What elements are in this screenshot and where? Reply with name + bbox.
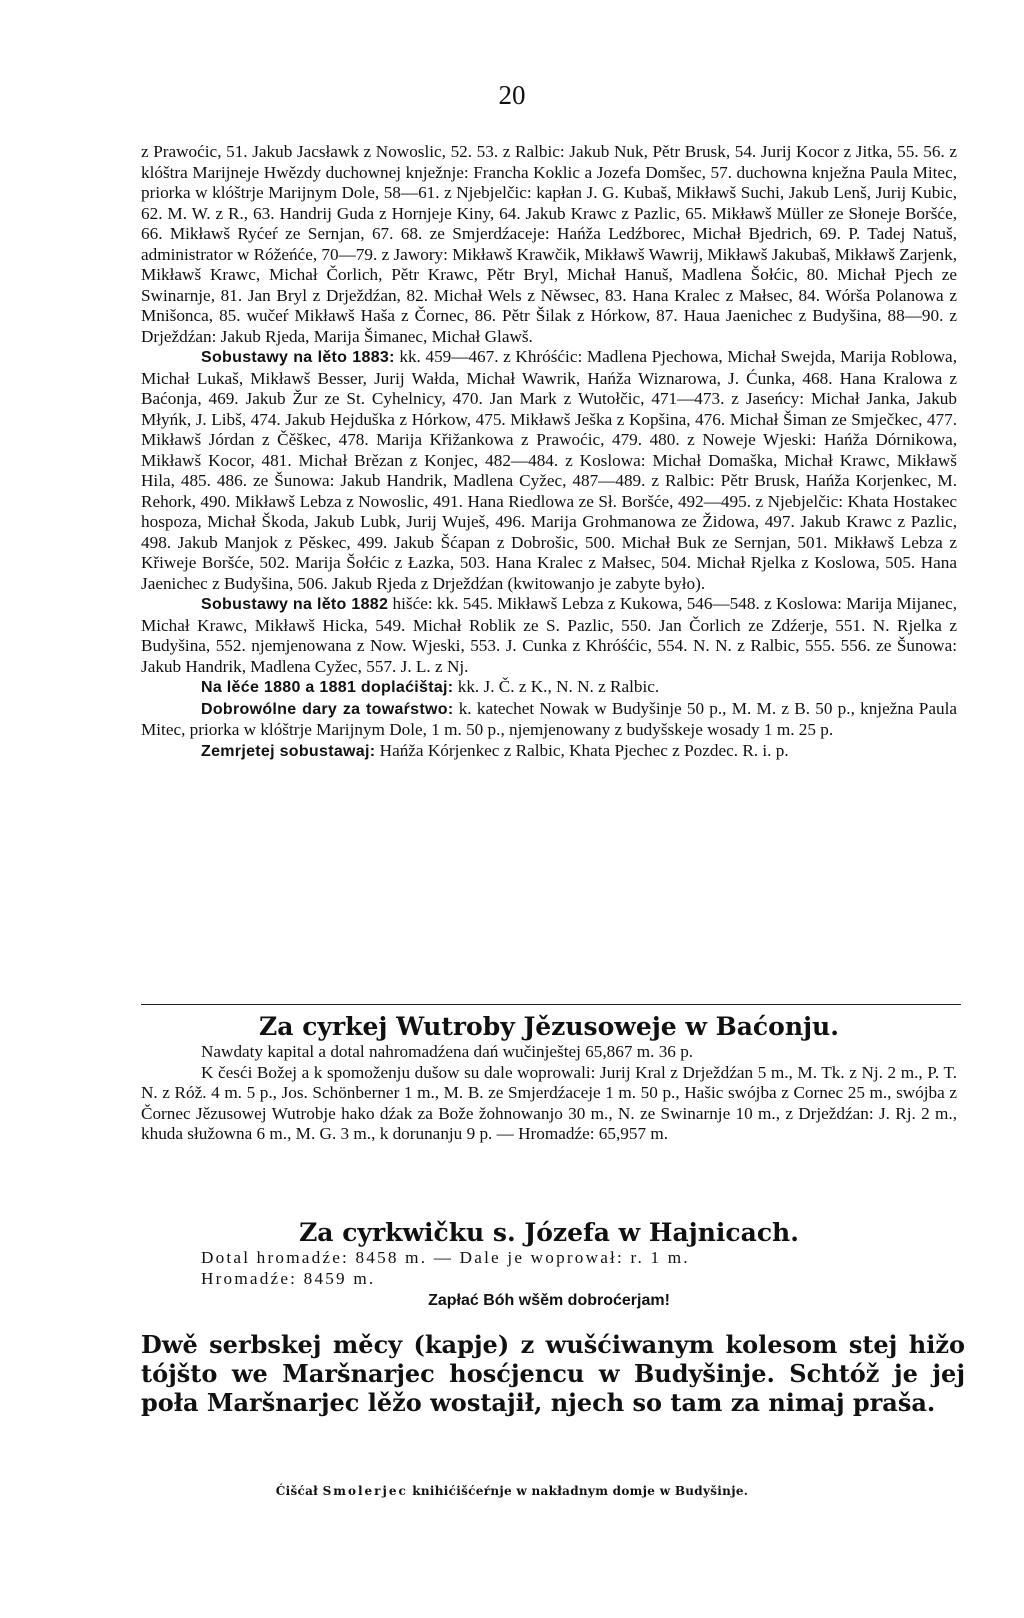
- church-fund-donations: K česći Božej a k spomoženju dušow su dale woprowali: Jurij Kral z Drježdźan 5 m., M. Tk. z Nj. 2 m., P. T. N. z Róž. 4 m. 5 p., Jos. Schönberner 1 m., M. B. ze Smjerdźaceje 1 m. 50 p., Hašic swójba z Cornec 25 m., swójba z Čornec Jězusowej Wutrobje hako dźak za Bože žohnowanjo 30 m., N. ze Swinarnje 10 m., z Drježdźan: J. Rj. 2 m., khuda słužowna 6 m., M. G. 3 m., k dorunanju 9 p. — Hromadźe: 65,957 m.: [141, 1062, 957, 1143]
- printer-imprint: [0, 1484, 1024, 1498]
- members-1883-text: kk. 459—467. z Khróśćic: Madlena Pjechowa, Michał Swejda, Marija Roblowa, Michał Lukaš, Mikławš Besser, Jurij Wałda, Michał Wawrik, Hańža Wiznarowa, J. Ćunka, 468. Hana Kralowa z Baćonja, 469. Jakub Žur ze St. Cyhelnicy, 470. Jan Mark z Wutołčic, 471—473. z Jaseńcy: Michał Janka, Jakub Młyńk, J. Libš, 474. Jakub Hejduška z Hórkow, 475. Mikławš Ješka z Kopšina, 476. Michał Šiman ze Smječkec, 477. Mikławš Jórdan z Čěškec, 478. Marija Křižankowa z Prawoćic, 479. 480. z Noweje Wjeski: Hańža Dórnikowa, Mikławš Kocor, 481. Michał Brězan z Konjec, 482—484. z Koslowa: Michał Domaška, Michał Krawc, Mikławš Hila, 485. 486. ze Šunowa: Jakub Handrik, Madlena Cyžec, 487—489. z Ralbic: Pětr Brusk, Hańža Korjenkec, M. Rehork, 490. Mikławš Lebza z Nowoslic, 491. Hana Riedlowa ze Sł. Boršće, 492—495. z Njebjelčic: Khata Hostakec hospoza, Michał Škoda, Jakub Lubk, Jurij Wuješ, 496. Marija Grohmanowa ze Židowa, 497. Jakub Krawc z Pazlic, 498. Jakub Manjok z Pěskec, 499. Jakub Šćapan z Dobrošic, 500. Michał Buk ze Sernjan, 501. Mikławš Lebza z Křiweje Boršće, 502. Marija Šołćic z Łazka, 503. Hana Kralec z Małsec, 504. Michał Rjelka z Koslowa, 505. Hana Jaenichec z Budyšina, 506. Jakub Rjeda z Drježdźan (kwitowanjo je zabyte było).: [141, 347, 957, 593]
- section-divider: [141, 1004, 961, 1005]
- chapel-fund-section: [141, 1218, 957, 1313]
- donations-paragraph: [141, 699, 957, 741]
- members-1883-heading: Sobustawy na lěto 1883:: [201, 349, 395, 366]
- church-fund-title: Za cyrkej Wutroby Jězusoweje w Baćonju.: [259, 1012, 839, 1041]
- imprint-suffix: knihićišćeŕnje w nakładnym domje w Budyšinje.: [412, 1484, 749, 1498]
- members-1883-paragraph: [141, 347, 957, 594]
- members-text: z Prawoćic, 51. Jakub Jacsławk z Nowoslic, 52. 53. z Ralbic: Jakub Nuk, Pětr Brusk, 54. Jurij Kocor z Jitka, 55. 56. z klóštra Marijneje Hwězdy duchownej knježnje: Francha Koklic a Jozefa Domšec, 57. duchowna knježna Paula Mitec, priorka w klóštrje Marijnym Dole, 58—61. z Njebjelčic: kapłan J. G. Kubaš, Mikławš Suchi, Jakub Lenš, Jurij Kubic, 62. M. W. z R., 63. Handrij Guda z Hornjeje Kiny, 64. Jakub Krawc z Pazlic, 65. Mikławš Müller ze Słoneje Boršće, 66. Mikławš Ryćeŕ ze Sernjan, 67. 68. ze Smjerdźaceje: Hańža Ledźborec, Michał Bjedrich, 69. P. Tadej Natuš, administrator w Róžeńće, 70—79. z Jawory: Mikławš Krawčik, Mikławš Wawrij, Mikławš Jakubaš, Mikławš Zarjenk, Mikławš Krawc, Michał Čorlich, Pětr Krawc, Pětr Bryl, Michał Hanuš, Madlena Šołćic, 80. Michał Pjech ze Swinarnje, 81. Jan Bryl z Drježdźan, 82. Michał Wels z Něwsec, 83. Hana Kralec z Małsec, 84. Wórša Polanowa z Mnišonca, 85. wučeŕ Mikławš Haša z Čornec, 86. Pětr Šilak z Hórkow, 87. Haua Jaenichec z Budyšina, 88—90. z Drježdźan: Jakub Rjeda, Marija Šimanec, Michał Glawš.: [141, 142, 957, 346]
- members-1882-heading: Sobustawy na lěto 1882: [201, 596, 389, 613]
- donations-heading: Dobrowólne dary za towaŕstwo:: [201, 700, 454, 718]
- donations-text: k. katechet Nowak w Budyšinje 50 p., M. M. z B. 50 p., knježna Paula Mitec, priorka w klóštrje Marijnym Dole, 1 m. 50 p., njemjenowany z budyšskeje wosady 1 m. 25 p.: [141, 698, 957, 739]
- deceased-text: Hańža Kórjenkec z Ralbic, Khata Pjechec z Pozdec. R. i. p.: [375, 740, 789, 760]
- lost-caps-notice-text: Dwě serbskej měcy (kapje) z wušćiwanym kolesom stej hižo tójšto we Maršnarjec hosćjencu w Budyšinje. Schtóž je jej poła Maršnarjec lěžo wostajił, njech so tam za nimaj prašа.: [141, 1330, 965, 1417]
- members-1882-paragraph: [141, 594, 957, 677]
- page-number: 20: [498, 80, 526, 110]
- chapel-fund-line1: Dotal hromadźe: 8458 m. — Dale je woprował: r. 1 m.: [201, 1248, 690, 1267]
- imprint-printer-name: Smolerjec: [322, 1484, 408, 1498]
- member-list-column: [141, 142, 957, 762]
- arrears-text: kk. J. Č. z K., N. N. z Ralbic.: [453, 677, 660, 696]
- imprint-prefix: Ćišćał: [275, 1484, 319, 1498]
- chapel-fund-title: Za cyrkwičku s. Józefa w Hajnicach.: [299, 1218, 799, 1247]
- deceased-heading: Zemrjetej sobustawaj:: [201, 742, 376, 760]
- arrears-heading: Na lěće 1880 a 1881 doplaćištaj:: [201, 679, 454, 696]
- church-fund-capital: Nawdaty kapital a dotal nahromadźena dań wučinještej 65,867 m. 36 p.: [201, 1042, 694, 1061]
- church-fund-section: [141, 1012, 957, 1145]
- deceased-paragraph: [141, 741, 957, 763]
- arrears-paragraph: [141, 677, 957, 699]
- members-1882-text: hišće: kk. 545. Mikławš Lebza z Kukowa, 546—548. z Koslowa: Marija Mijanec, Michał Krawc, Mikławš Hicka, 549. Michał Roblik ze S. Pazlic, 550. Jan Čorlich ze Zdźerje, 551. N. Rjelka z Budyšina, 552. njemjenowana z Now. Wjeski, 553. J. Cunka z Khróśćic, 554. N. N. z Ralbic, 555. 556. ze Šunowa: Jakub Handrik, Madlena Cyžec, 557. J. L. z Nj.: [141, 594, 957, 676]
- thanks-line: Zapłać Bóh wšěm dobroćerjam!: [428, 1292, 670, 1309]
- lost-caps-notice: [141, 1330, 965, 1417]
- chapel-fund-line2: Hromadźe: 8459 m.: [201, 1268, 376, 1288]
- members-paragraph: [141, 142, 957, 347]
